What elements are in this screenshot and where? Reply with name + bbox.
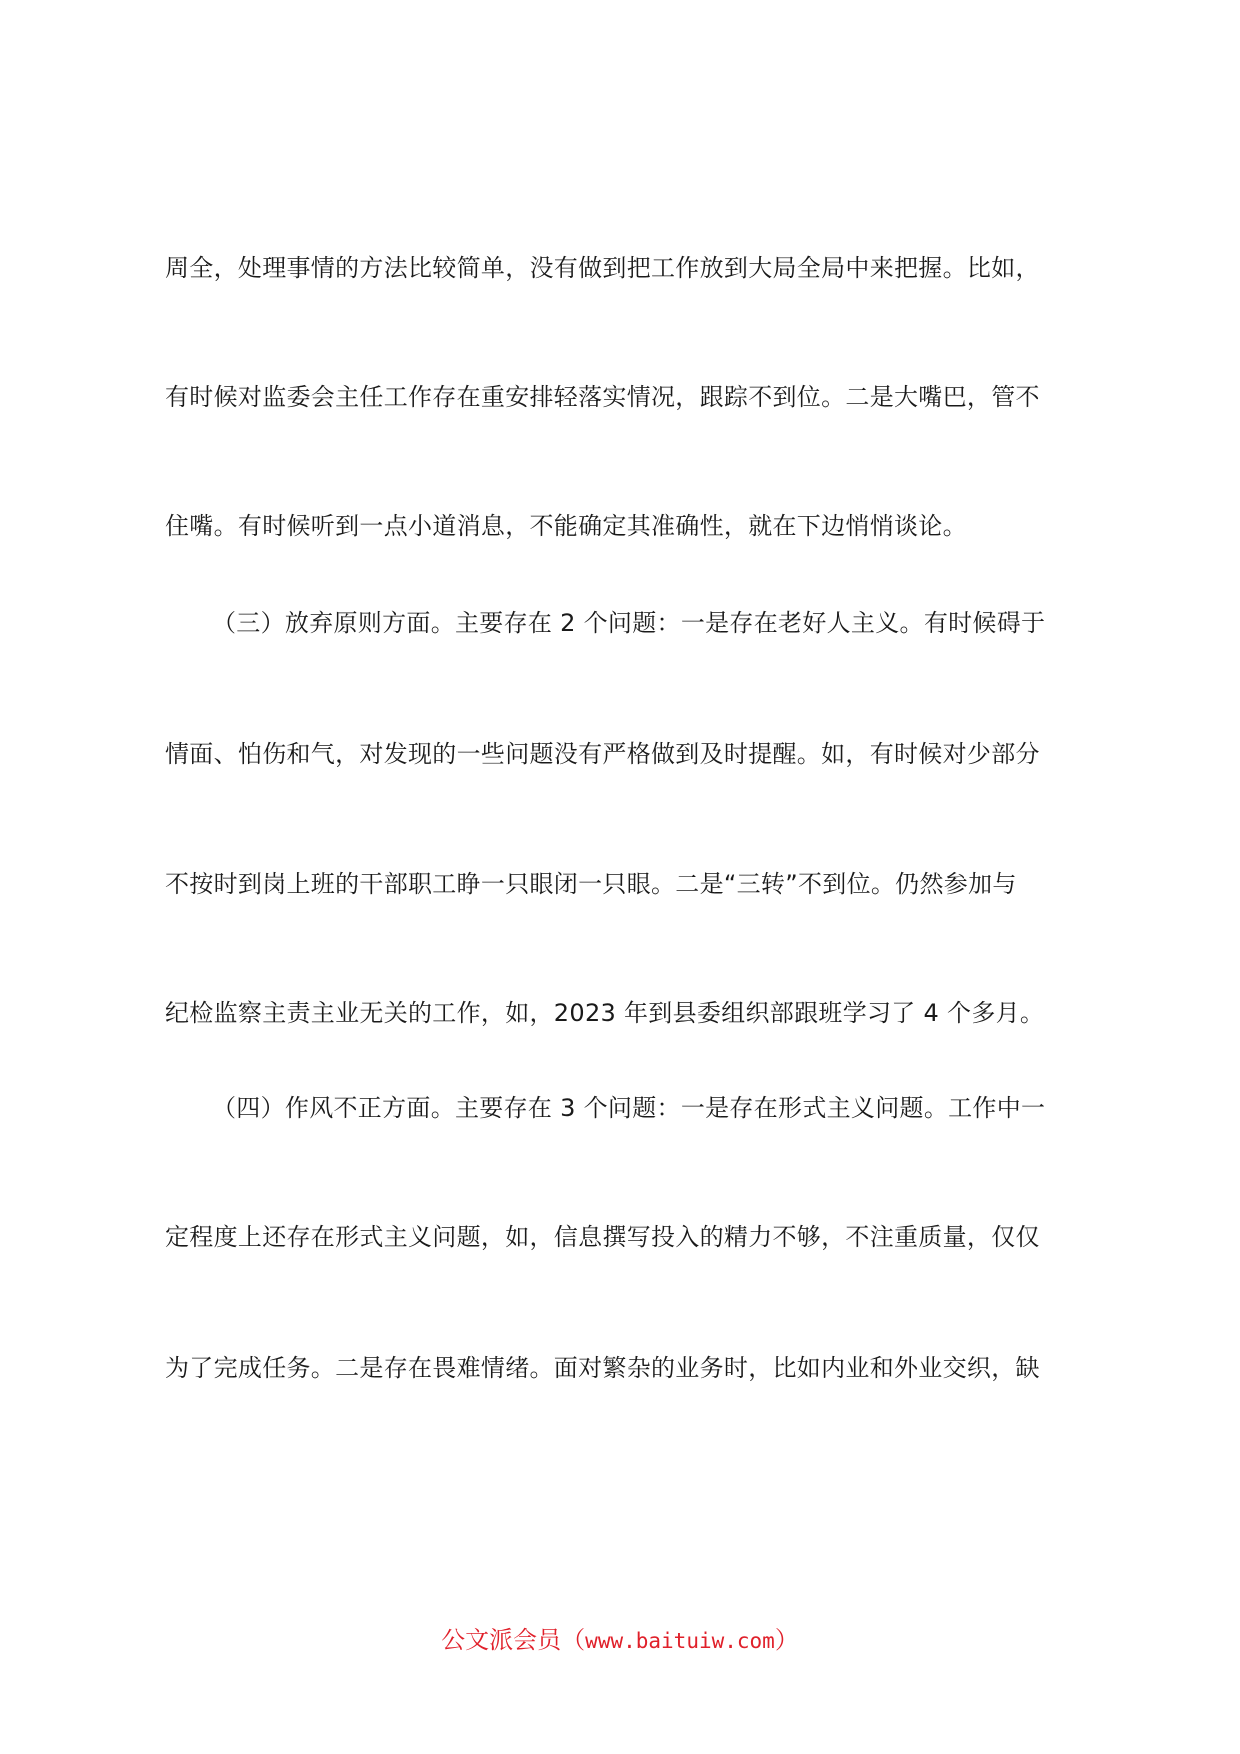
- footer-url-link[interactable]: www.baituiw.com: [585, 1629, 775, 1653]
- paragraph-line: 有时候对监委会主任工作存在重安排轻落实情况，跟踪不到位。二是大嘴巴，管不: [165, 383, 1040, 411]
- footer-brand: 公文派会员（: [441, 1626, 586, 1654]
- paragraph-line: 为了完成任务。二是存在畏难情绪。面对繁杂的业务时，比如内业和外业交织，缺: [165, 1354, 1040, 1382]
- section-heading-line: （四）作风不正方面。主要存在 3 个问题：一是存在形式主义问题。工作中一: [212, 1094, 1046, 1122]
- footer-watermark: [0, 1624, 1240, 1657]
- paragraph-line: 周全，处理事情的方法比较简单，没有做到把工作放到大局全局中来把握。比如，: [165, 254, 1040, 282]
- paragraph-line: 住嘴。有时候听到一点小道消息，不能确定其准确性，就在下边悄悄谈论。: [165, 512, 967, 540]
- paragraph-line: 纪检监察主责主业无关的工作，如，2023 年到县委组织部跟班学习了 4 个多月。: [165, 999, 1045, 1027]
- paragraph-line: 不按时到岗上班的干部职工睁一只眼闭一只眼。二是“三转”不到位。仍然参加与: [165, 870, 1017, 898]
- paragraph-line: 情面、怕伤和气，对发现的一些问题没有严格做到及时提醒。如，有时候对少部分: [165, 740, 1040, 768]
- footer-close: ）: [774, 1626, 799, 1654]
- section-heading-line: （三）放弃原则方面。主要存在 2 个问题：一是存在老好人主义。有时候碍于: [212, 609, 1046, 637]
- paragraph-line: 定程度上还存在形式主义问题，如，信息撰写投入的精力不够，不注重质量，仅仅: [165, 1223, 1040, 1251]
